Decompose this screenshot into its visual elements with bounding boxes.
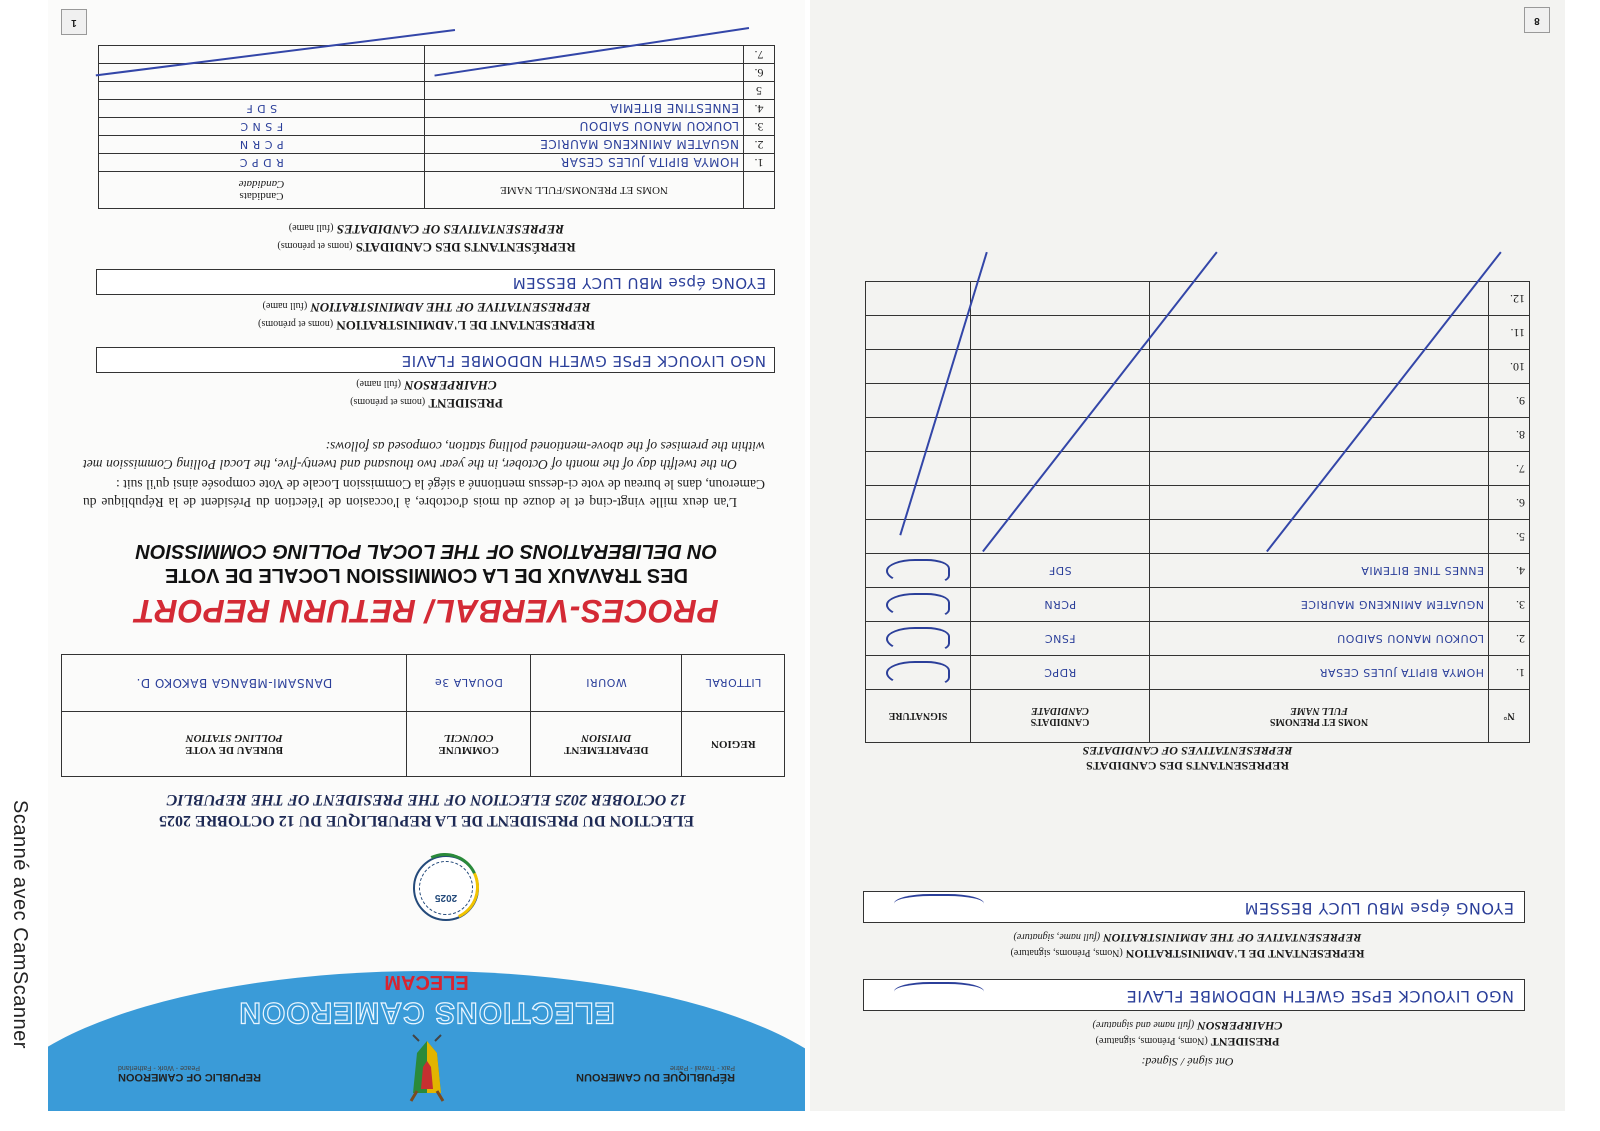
admin-rep-label-en-paren: (full name) <box>262 300 308 311</box>
header-num <box>744 172 775 209</box>
table-row <box>866 486 1530 520</box>
rep-name[interactable]: NGUATEM AMINKENG MAURICE <box>1150 588 1489 622</box>
row-num: 6. <box>1489 486 1530 520</box>
election-title-fr: ELECTION DU PRESIDENT DE LA REPUBLIQUE DU 12 OCTOBRE 2025 <box>158 812 695 829</box>
signature-page <box>810 0 1565 1111</box>
header-polling-station <box>62 712 407 777</box>
rep-candidate[interactable] <box>971 282 1150 316</box>
candidate-reps-label-fr: REPRÉSENTANTS DES CANDIDATS <box>355 240 576 255</box>
table-row <box>866 452 1530 486</box>
header-council-en: COUNCIL <box>443 732 494 744</box>
row-num: 4. <box>744 100 775 118</box>
rep-name[interactable]: NGUATEM AMINKENG MAURICE <box>425 136 744 154</box>
elecam-banner <box>48 951 805 1111</box>
rep-candidate[interactable]: PCRN <box>971 588 1150 622</box>
row-num: 9. <box>1489 384 1530 418</box>
table-row <box>866 622 1530 656</box>
row-num: 12. <box>1489 282 1530 316</box>
rep-candidate[interactable]: F S N C <box>99 118 425 136</box>
candidate-reps-label <box>48 219 805 255</box>
location-table-values <box>62 655 785 712</box>
country-name-en: REPUBLIC OF CAMEROON <box>118 1071 261 1083</box>
rep-name[interactable]: HOMYA BIPITA JULES CESAR <box>1150 656 1489 690</box>
motto-fr: Paix - Travail - Patrie <box>670 1064 735 1071</box>
preamble-en: On the twelfth day of the month of October, in the year two thousand and twenty-five, the Local Polling Commission met within the premises of the above-mentioned polling station, composed as follows: <box>83 439 765 472</box>
brand-abbreviation: ELECAM <box>384 971 469 993</box>
header-council-fr: COMMUNE <box>438 744 499 756</box>
candidate-reps-table <box>98 45 775 209</box>
rep-name[interactable] <box>1150 282 1489 316</box>
sign-president-label-fr: PRESIDENT <box>1210 1035 1280 1049</box>
rep-candidate[interactable] <box>971 384 1150 418</box>
rep-signature-cell[interactable] <box>866 384 971 418</box>
candidate-reps-label-fr-paren: (noms et prénoms) <box>277 240 353 251</box>
sign-president-label-en: CHAIRPERSON <box>1197 1019 1283 1033</box>
header-division-en: DIVISION <box>581 732 632 744</box>
table-row <box>866 350 1530 384</box>
header-signature: SIGNATURE <box>866 690 971 743</box>
cameroon-coat-of-arms-icon <box>407 1033 447 1103</box>
president-name-value: NGO LIYOUCK EPSE GWETH NDDOMBE FLAVIE <box>401 352 766 370</box>
election-title <box>78 789 775 831</box>
country-name-fr: RÉPUBLIQUE DU CAMEROUN <box>576 1071 735 1083</box>
report-subtitle-fr: DES TRAVAUX DE LA COMMISSION LOCALE DE VOTE <box>165 564 688 586</box>
rep-name[interactable]: LOUKOU MANOU SAIDOU <box>425 118 744 136</box>
rep-candidate[interactable] <box>971 418 1150 452</box>
row-num: 2. <box>1489 622 1530 656</box>
report-title: PROCES-VERBAL/ RETURN REPORT <box>134 593 719 629</box>
sign-candidate-reps-label-en: REPRESENTATIVES OF CANDIDATES <box>1082 744 1293 758</box>
election-title-en: 12 OCTOBER 2025 ELECTION OF THE PRESIDENT OF THE REPUBLIC <box>166 791 687 808</box>
motto-en: Peace - Work - Fatherland <box>118 1064 200 1071</box>
rep-name[interactable]: LOUKOU MANOU SAIDOU <box>1150 622 1489 656</box>
table-row <box>99 82 775 100</box>
sign-candidate-reps-title <box>810 743 1565 773</box>
admin-rep-label-en: REPRESENTATIVE OF THE ADMINISTRATION <box>310 300 591 315</box>
header-polling-station-fr: BUREAU DE VOTE <box>185 744 284 756</box>
rep-candidate[interactable]: P C R N <box>99 136 425 154</box>
rep-candidate[interactable]: S D F <box>99 100 425 118</box>
table-row <box>99 100 775 118</box>
rep-signature-cell[interactable] <box>866 656 971 690</box>
admin-rep-label-fr-paren: (noms et prénoms) <box>258 318 334 329</box>
rep-name[interactable]: ENNESTINE BITEMIA <box>425 100 744 118</box>
sign-candidate-reps-table <box>865 281 1530 743</box>
row-num: 7. <box>1489 452 1530 486</box>
header-candidate-fr: Candidats <box>239 190 284 202</box>
rep-name[interactable] <box>1150 418 1489 452</box>
report-subtitle <box>48 539 805 587</box>
row-num: 3. <box>1489 588 1530 622</box>
president-label-fr-paren: (noms et prénoms) <box>350 396 426 407</box>
signature-scribble-icon <box>886 593 950 619</box>
sign-admin-rep-label-en-paren: (full name, signature) <box>1013 931 1101 942</box>
row-num: 8. <box>1489 418 1530 452</box>
table-row <box>866 384 1530 418</box>
president-label-en: CHAIRPERSON <box>404 378 497 393</box>
president-label-fr: PRESIDENT <box>428 396 503 411</box>
row-num: 1. <box>744 154 775 172</box>
admin-rep-label <box>48 297 805 333</box>
rep-name[interactable] <box>425 64 744 82</box>
rep-candidate[interactable] <box>971 520 1150 554</box>
header-candidate-en: Candidate <box>238 178 285 190</box>
rep-name[interactable] <box>425 82 744 100</box>
location-table <box>61 654 785 777</box>
president-label <box>48 375 805 411</box>
signed-label <box>810 1054 1565 1069</box>
row-num: 3. <box>744 118 775 136</box>
admin-rep-name-field[interactable] <box>96 269 775 295</box>
rep-name[interactable] <box>1150 452 1489 486</box>
sign-president-field[interactable] <box>863 979 1525 1011</box>
row-num: 5. <box>1489 520 1530 554</box>
header-polling-station-en: POLLING STATION <box>185 732 283 744</box>
admin-rep-signature-icon <box>894 894 984 918</box>
rep-candidate[interactable] <box>99 82 425 100</box>
sign-admin-rep-field[interactable] <box>863 891 1525 923</box>
rep-signature-cell[interactable] <box>866 520 971 554</box>
rep-signature-cell[interactable] <box>866 316 971 350</box>
header-region-fr: REGION <box>710 738 756 750</box>
signature-scribble-icon <box>886 661 950 687</box>
row-num: 5 <box>744 82 775 100</box>
header-num: N° <box>1489 690 1530 743</box>
rep-name[interactable] <box>425 46 744 64</box>
table-row <box>99 118 775 136</box>
table-row <box>866 554 1530 588</box>
cover-page <box>48 0 805 1111</box>
seal-ring <box>419 861 473 915</box>
rep-candidate[interactable]: R D P C <box>99 154 425 172</box>
page-number-8: 8 <box>1524 7 1550 33</box>
division-value: WOURI <box>531 655 682 712</box>
council-value: DOUALA 3e <box>407 655 531 712</box>
rep-name[interactable] <box>1150 486 1489 520</box>
sign-president-label-en-paren: (full name and signature) <box>1092 1019 1195 1030</box>
sign-president-label <box>810 1017 1565 1049</box>
sign-admin-rep-label-fr: REPRESENTANT DE L'ADMINISTRATION <box>1125 947 1365 961</box>
table-row <box>866 282 1530 316</box>
header-candidate-en: CANDIDATE <box>1031 705 1089 716</box>
sign-table-header <box>866 690 1530 743</box>
location-table-header <box>62 712 785 777</box>
rep-signature-cell[interactable] <box>866 554 971 588</box>
row-num: 2. <box>744 136 775 154</box>
rep-candidate[interactable]: FSNC <box>971 622 1150 656</box>
rep-name[interactable]: ENNES TINE BITEMIA <box>1150 554 1489 588</box>
rep-candidate[interactable] <box>971 452 1150 486</box>
preamble-fr: L'an deux mille vingt-cinq et le douze du mois d'octobre, à l'occasion de l'élection du Président de la République du Cameroun, dans le bureau de vote ci-dessus mentionné a siégé la Commission Locale de Vote composée ainsi qu'il suit : <box>83 477 765 510</box>
row-num: 11. <box>1489 316 1530 350</box>
row-num: 10. <box>1489 350 1530 384</box>
republic-en <box>118 1064 261 1083</box>
rep-name[interactable] <box>1150 350 1489 384</box>
sign-admin-rep-value: EYONG épse MBU LUCY BESSEM <box>1244 899 1514 918</box>
rep-candidate[interactable] <box>971 486 1150 520</box>
president-signature-icon <box>894 982 984 1006</box>
header-full-name: NOMS ET PRENOMS/FULL NAME <box>425 172 744 209</box>
header-candidate-fr: CANDIDATS <box>1030 716 1090 727</box>
president-name-field[interactable] <box>96 347 775 373</box>
table-row <box>99 64 775 82</box>
table-row <box>866 588 1530 622</box>
signature-scribble-icon <box>886 627 950 653</box>
rep-name[interactable] <box>1150 520 1489 554</box>
rep-candidate[interactable] <box>971 316 1150 350</box>
rep-signature-cell[interactable] <box>866 622 971 656</box>
sign-president-label-fr-paren: (Noms, Prénoms, signature) <box>1095 1035 1208 1046</box>
rep-signature-cell[interactable] <box>866 588 971 622</box>
candidate-reps-label-en: REPRESENTATIVES OF CANDIDATES <box>336 222 565 237</box>
election-2025-seal-icon <box>413 855 479 921</box>
header-full-name <box>1150 690 1489 743</box>
rep-name[interactable] <box>1150 384 1489 418</box>
rep-candidate[interactable]: RDPC <box>971 656 1150 690</box>
admin-rep-label-fr: REPRESENTANT DE L'ADMINISTRATION <box>336 318 595 333</box>
header-region <box>682 712 785 777</box>
header-name-en: FULL NAME <box>1290 705 1348 716</box>
rep-signature-cell[interactable] <box>866 282 971 316</box>
sign-admin-rep-label-fr-paren: (Noms, Prénoms, signature) <box>1010 947 1123 958</box>
row-num: 1. <box>1489 656 1530 690</box>
seal-year: 2025 <box>434 892 458 903</box>
rep-signature-cell[interactable] <box>866 486 971 520</box>
rep-candidate[interactable] <box>971 350 1150 384</box>
header-candidate <box>99 172 425 209</box>
rep-candidate[interactable] <box>99 64 425 82</box>
rep-candidate[interactable]: SDF <box>971 554 1150 588</box>
republic-fr <box>576 1064 735 1083</box>
candidate-reps-header <box>99 172 775 209</box>
sign-president-value: NGO LIYOUCK EPSE GWETH NDDOMBE FLAVIE <box>1126 987 1514 1006</box>
report-subtitle-en: ON DELIBERATIONS OF THE LOCAL POLLING COMMISSION <box>135 540 718 562</box>
table-row <box>866 520 1530 554</box>
table-row <box>99 136 775 154</box>
row-num: 4. <box>1489 554 1530 588</box>
brand-title: ELECTIONS CAMEROON <box>238 996 615 1029</box>
president-label-en-paren: (full name) <box>356 378 401 389</box>
table-row <box>866 656 1530 690</box>
header-division <box>531 712 682 777</box>
preamble <box>83 437 765 511</box>
sign-admin-rep-label <box>810 929 1565 961</box>
table-row <box>99 154 775 172</box>
polling-station-value: DANSAMI-MBANGA BAKOKO D. <box>62 655 407 712</box>
header-name-fr: NOMS ET PRENOMS <box>1269 716 1369 727</box>
signed-label-text: Ont signé / Signed: <box>1141 1055 1234 1069</box>
region-value: LITTORAL <box>682 655 785 712</box>
candidate-reps-label-en-paren: (full name) <box>288 222 334 233</box>
row-num: 7. <box>744 46 775 64</box>
table-row <box>866 418 1530 452</box>
page-number-1: 1 <box>61 9 87 35</box>
sign-admin-rep-label-en: REPRESENTATIVE OF THE ADMINISTRATION <box>1103 931 1362 945</box>
row-num: 6. <box>744 64 775 82</box>
admin-rep-name-value: EYONG épse MBU LUCY BESSEM <box>512 274 766 292</box>
header-division-fr: DEPARTEMENT <box>564 744 649 756</box>
header-council <box>407 712 531 777</box>
rep-name[interactable]: HOMYA BIPITA JULES CESAR <box>425 154 744 172</box>
sign-candidate-reps-label-fr: REPRESENTANTS DES CANDIDATS <box>1086 759 1289 773</box>
header-candidate <box>971 690 1150 743</box>
signature-scribble-icon <box>886 559 950 585</box>
rep-signature-cell[interactable] <box>866 418 971 452</box>
camscanner-watermark: Scanné avec CamScanner <box>9 800 31 1049</box>
